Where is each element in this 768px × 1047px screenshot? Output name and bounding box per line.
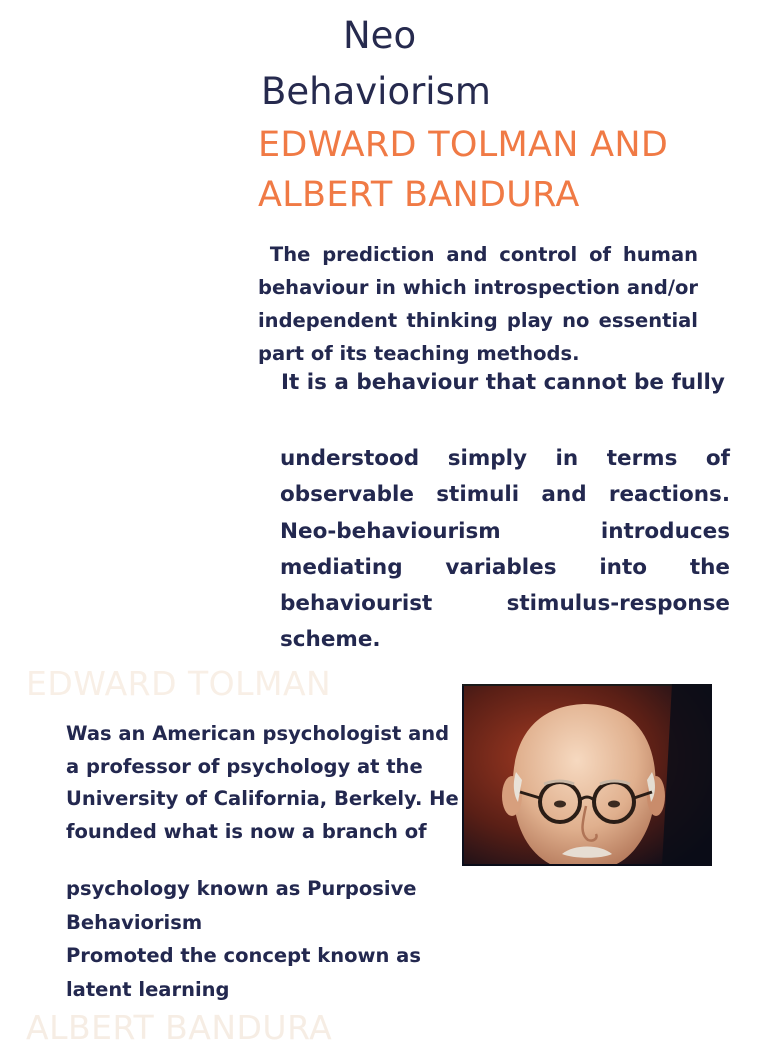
explanation-first-line: It is a behaviour that cannot be fully — [281, 370, 725, 395]
tolman-bio-part-1: Was an American psychologist and a professor of psychology at the University of California, Berkely. He founded what is now a branch of — [66, 722, 459, 843]
title-line-2: Behaviorism — [261, 70, 491, 113]
subtitle: EDWARD TOLMAN AND ALBERT BANDURA — [258, 125, 669, 215]
title-line-1: Neo — [343, 14, 417, 57]
tolman-portrait — [462, 684, 712, 866]
bandura-heading: ALBERT BANDURA — [26, 1008, 333, 1047]
tolman-heading: EDWARD TOLMAN — [26, 664, 332, 703]
portrait-image — [462, 684, 712, 866]
tolman-bio-part-2 — [66, 872, 466, 1006]
explanation-paragraph: understood simply in terms of observable stimuli and reactions. Neo-behaviourism introduces mediating variables into the behaviourist stimulus-response scheme. — [280, 446, 730, 653]
definition-paragraph: The prediction and control of human behaviour in which introspection and/or independent thinking play no essential part of its teaching methods. — [258, 243, 705, 365]
tolman-bio-purposive: psychology known as Purposive Behaviorism — [66, 877, 417, 934]
tolman-bio-latent-learning: Promoted the concept known as latent learning — [66, 944, 421, 1001]
